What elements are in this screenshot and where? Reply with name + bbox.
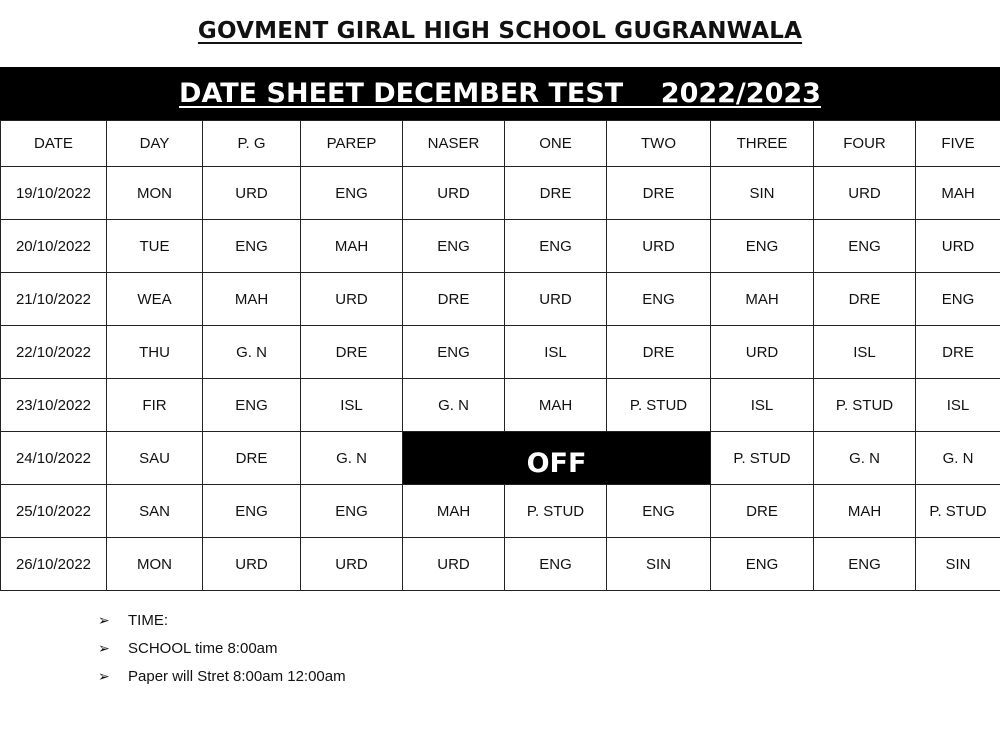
table-row (1, 432, 1000, 485)
subject-cell: DRE (203, 432, 301, 485)
subject-cell: ENG (711, 538, 814, 591)
subject-cell: ENG (403, 220, 505, 273)
subject-cell: ENG (505, 538, 607, 591)
subject-cell: ENG (301, 485, 403, 538)
subject-cell: G. N (301, 432, 403, 485)
subject-cell: DRE (607, 326, 711, 379)
subject-cell: G. N (916, 432, 1000, 485)
subject-cell: ENG (505, 220, 607, 273)
column-header-three: THREE (711, 121, 814, 167)
subject-cell: URD (711, 326, 814, 379)
date-cell: 25/10/2022 (1, 485, 107, 538)
subject-cell: ENG (203, 379, 301, 432)
subject-cell: DRE (711, 485, 814, 538)
subject-cell: DRE (301, 326, 403, 379)
subject-cell: ISL (301, 379, 403, 432)
subject-cell: ENG (916, 273, 1000, 326)
table-row (1, 220, 1000, 273)
date-cell: 22/10/2022 (1, 326, 107, 379)
subject-cell: ENG (403, 326, 505, 379)
subject-cell: DRE (916, 326, 1000, 379)
subject-cell: P. STUD (814, 379, 916, 432)
subject-cell: ENG (814, 220, 916, 273)
subject-cell: ISL (505, 326, 607, 379)
subject-cell: DRE (403, 273, 505, 326)
note-text: SCHOOL time 8:00am (128, 640, 278, 657)
subject-cell: ENG (607, 485, 711, 538)
subject-cell: URD (203, 538, 301, 591)
subject-cell: ENG (607, 273, 711, 326)
table-row (1, 485, 1000, 538)
subject-cell: ENG (203, 485, 301, 538)
table-header-row (1, 121, 1000, 167)
column-header-naser: NASER (403, 121, 505, 167)
subject-cell: DRE (814, 273, 916, 326)
subject-cell: MAH (916, 167, 1000, 220)
list-item (98, 666, 346, 694)
subject-cell: MAH (301, 220, 403, 273)
day-cell: THU (107, 326, 203, 379)
subject-cell: MAH (203, 273, 301, 326)
date-sheet-banner (0, 67, 1000, 120)
column-header-five: FIVE (916, 121, 1000, 167)
subject-cell: ENG (203, 220, 301, 273)
subject-cell: MAH (403, 485, 505, 538)
date-cell: 24/10/2022 (1, 432, 107, 485)
subject-cell: G. N (814, 432, 916, 485)
list-item (98, 610, 346, 638)
subject-cell: SIN (711, 167, 814, 220)
table-row (1, 167, 1000, 220)
subject-cell: URD (403, 538, 505, 591)
off-day-cell: OFF (403, 432, 711, 485)
day-cell: SAU (107, 432, 203, 485)
banner-title: DATE SHEET DECEMBER TEST 2022/2023 (179, 78, 821, 109)
subject-cell: MAH (814, 485, 916, 538)
subject-cell: DRE (505, 167, 607, 220)
day-cell: MON (107, 538, 203, 591)
subject-cell: ISL (711, 379, 814, 432)
date-cell: 23/10/2022 (1, 379, 107, 432)
subject-cell: URD (814, 167, 916, 220)
column-header-four: FOUR (814, 121, 916, 167)
subject-cell: URD (203, 167, 301, 220)
date-sheet-table (0, 120, 1000, 591)
arrow-bullet-icon: ➢ (98, 641, 110, 657)
subject-cell: URD (301, 273, 403, 326)
subject-cell: URD (607, 220, 711, 273)
subject-cell: ENG (711, 220, 814, 273)
subject-cell: ISL (916, 379, 1000, 432)
subject-cell: P. STUD (607, 379, 711, 432)
subject-cell: ENG (814, 538, 916, 591)
table-row (1, 538, 1000, 591)
column-header-two: TWO (607, 121, 711, 167)
subject-cell: ISL (814, 326, 916, 379)
date-cell: 21/10/2022 (1, 273, 107, 326)
date-cell: 20/10/2022 (1, 220, 107, 273)
subject-cell: MAH (711, 273, 814, 326)
subject-cell: URD (301, 538, 403, 591)
column-header-day: DAY (107, 121, 203, 167)
day-cell: WEA (107, 273, 203, 326)
notes-list (98, 610, 346, 694)
list-item (98, 638, 346, 666)
arrow-bullet-icon: ➢ (98, 669, 110, 685)
date-cell: 26/10/2022 (1, 538, 107, 591)
column-header-pg: P. G (203, 121, 301, 167)
subject-cell: DRE (607, 167, 711, 220)
subject-cell: G. N (203, 326, 301, 379)
day-cell: FIR (107, 379, 203, 432)
arrow-bullet-icon: ➢ (98, 613, 110, 629)
column-header-parep: PAREP (301, 121, 403, 167)
note-text: Paper will Stret 8:00am 12:00am (128, 668, 346, 685)
subject-cell: SIN (607, 538, 711, 591)
subject-cell: URD (505, 273, 607, 326)
table-row (1, 379, 1000, 432)
column-header-one: ONE (505, 121, 607, 167)
subject-cell: P. STUD (505, 485, 607, 538)
day-cell: MON (107, 167, 203, 220)
subject-cell: G. N (403, 379, 505, 432)
day-cell: TUE (107, 220, 203, 273)
subject-cell: MAH (505, 379, 607, 432)
subject-cell: URD (916, 220, 1000, 273)
subject-cell: URD (403, 167, 505, 220)
subject-cell: P. STUD (711, 432, 814, 485)
table-row (1, 326, 1000, 379)
day-cell: SAN (107, 485, 203, 538)
date-cell: 19/10/2022 (1, 167, 107, 220)
subject-cell: ENG (301, 167, 403, 220)
note-text: TIME: (128, 612, 168, 629)
subject-cell: SIN (916, 538, 1000, 591)
school-title: GOVMENT GIRAL HIGH SCHOOL GUGRANWALA (197, 18, 803, 44)
column-header-date: DATE (1, 121, 107, 167)
table-row (1, 273, 1000, 326)
subject-cell: P. STUD (916, 485, 1000, 538)
